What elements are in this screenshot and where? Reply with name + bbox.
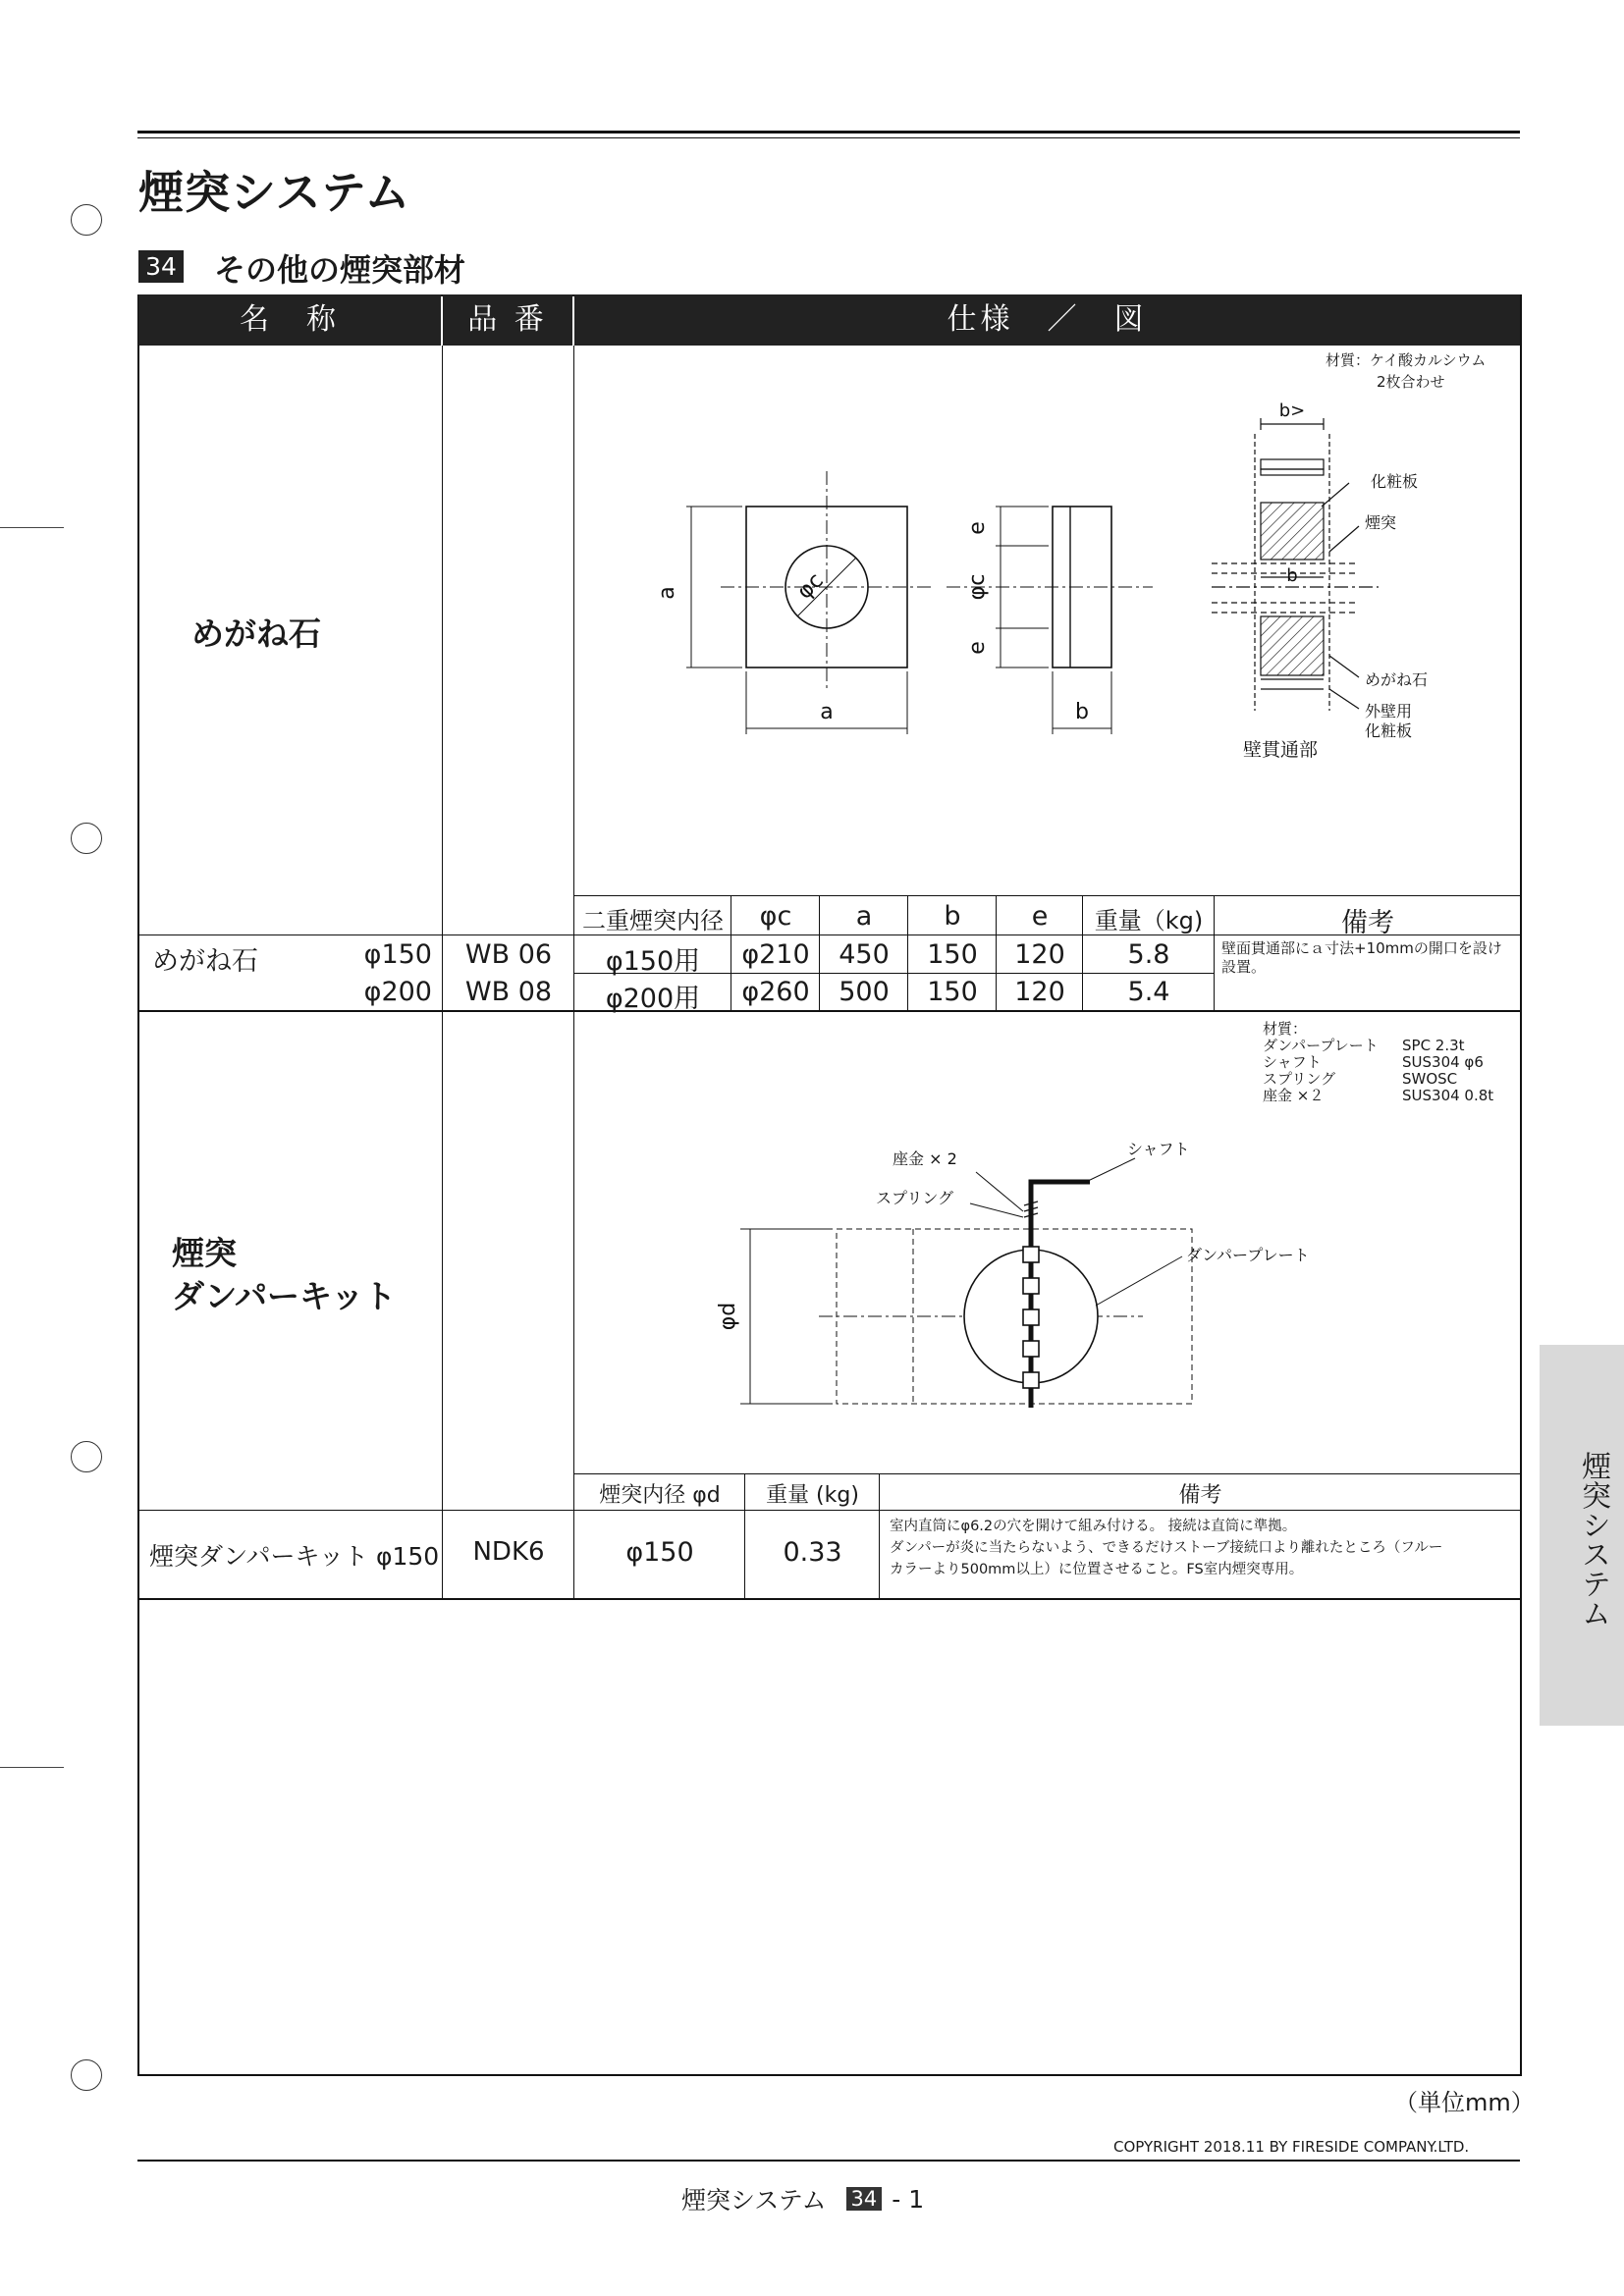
megane-dim-a-vertical: a <box>655 586 679 600</box>
megane-material-line2: 2枚合わせ <box>1377 373 1445 391</box>
megane-dim-e-bottom: e <box>965 641 990 655</box>
megane-name: めがね石 <box>191 614 321 653</box>
megane-row1-inner: φ150用 <box>605 946 701 977</box>
megane-dim-b: b <box>1075 700 1089 724</box>
damper-spec-header-top <box>573 1473 1520 1474</box>
damper-name-line2: ダンパーキット <box>172 1277 397 1315</box>
label-spring: スプリング <box>876 1189 954 1207</box>
damper-dim-d: φd <box>716 1302 740 1331</box>
header-part-no: 品 番 <box>443 294 572 346</box>
label-washer: 座金 × 2 <box>893 1149 957 1168</box>
damper-row-inner: φ150 <box>625 1537 694 1568</box>
damper-col-weight: 重量 (kg) <box>766 1483 859 1508</box>
megane-diagram <box>573 346 1522 895</box>
binder-hole <box>71 204 102 236</box>
damper-material-value-2: SUS304 φ6 <box>1402 1053 1484 1071</box>
section-title: その他の煙突部材 <box>214 251 466 289</box>
top-rule <box>137 131 1520 133</box>
damper-spec-header-bottom <box>137 1510 1520 1511</box>
col-divider <box>1214 895 1215 1010</box>
megane-col-note: 備考 <box>1341 908 1394 938</box>
megane-dim-e-top: e <box>965 521 990 535</box>
megane-row1-e: 120 <box>1014 939 1065 970</box>
divider <box>442 346 443 1600</box>
megane-spec-header-top <box>573 895 1520 896</box>
footer-page-suffix: - 1 <box>892 2184 925 2214</box>
damper-note-line1: 室内直筒にφ6.2の穴を開けて組み付ける。 接続は直筒に準拠。 <box>890 1519 1297 1534</box>
damper-material-label-0: 材質： <box>1263 1020 1308 1038</box>
col-divider <box>1082 895 1083 1010</box>
col-divider <box>819 895 820 1010</box>
label-exterior-2: 化粧板 <box>1365 721 1413 740</box>
megane-row2-a: 500 <box>839 977 890 1007</box>
megane-row1-size: φ150 <box>363 939 432 970</box>
megane-col-a: a <box>855 901 873 932</box>
top-rule-thin <box>137 137 1520 138</box>
footer-rule <box>137 2160 1520 2162</box>
megane-row1-c: φ210 <box>741 939 810 970</box>
binder-hole <box>71 1441 102 1472</box>
damper-name <box>172 1232 396 1318</box>
damper-note <box>890 1516 1518 1580</box>
damper-material-label-4: 座金 ×２ <box>1263 1087 1325 1104</box>
megane-col-c: φc <box>759 901 792 932</box>
damper-row-part: NDK6 <box>472 1537 545 1567</box>
damper-name-line1: 煙突 <box>172 1234 237 1272</box>
megane-wall-b-mid: b <box>1286 565 1298 586</box>
col-divider <box>879 1473 880 1598</box>
section-number-badge: 34 <box>138 250 184 283</box>
unit-note: （単位mm） <box>1394 2089 1535 2116</box>
megane-col-b: b <box>944 901 961 932</box>
megane-dim-c: φc <box>792 568 829 605</box>
damper-material-label-2: シャフト <box>1263 1053 1322 1071</box>
damper-material-value-3: SWOSC <box>1402 1070 1458 1088</box>
header-name: 名 称 <box>138 294 441 346</box>
megane-row1-a: 450 <box>839 939 890 970</box>
binder-hole <box>71 823 102 854</box>
damper-col-inner: 煙突内径 φd <box>599 1483 721 1508</box>
megane-dim-c-side: φc <box>965 573 990 601</box>
megane-row2-e: 120 <box>1014 977 1065 1007</box>
megane-row2-inner: φ200用 <box>605 984 701 1014</box>
damper-col-note: 備考 <box>1178 1483 1222 1508</box>
label-chimney: 煙突 <box>1365 513 1397 532</box>
label-exterior-1: 外壁用 <box>1365 702 1413 721</box>
damper-material-label-1: ダンパープレート <box>1263 1037 1379 1054</box>
megane-row-name: めがね石 <box>152 946 258 977</box>
damper-material-value-4: SUS304 0.8t <box>1402 1087 1494 1104</box>
footer-page-badge: 34 <box>846 2187 883 2211</box>
megane-col-weight: 重量（kg) <box>1094 907 1204 934</box>
damper-note-line3: カラーより500mm以上）に位置させること。FS室内煙突専用。 <box>890 1562 1304 1577</box>
fold-mark <box>0 1767 64 1768</box>
label-wall-penetration: 壁貫通部 <box>1243 739 1319 761</box>
header-spec: 仕様 ／ 図 <box>574 294 1520 346</box>
megane-material-line1: 材質：ケイ酸カルシウム <box>1326 351 1487 369</box>
megane-note: 壁面貫通部にａ寸法+10mmの開口を設け設置。 <box>1221 939 1502 976</box>
megane-row1-b: 150 <box>927 939 978 970</box>
damper-section-bottom <box>137 1598 1520 1600</box>
damper-row-weight: 0.33 <box>783 1537 842 1568</box>
damper-material-label-3: スプリング <box>1263 1070 1336 1088</box>
label-shaft: シャフト <box>1127 1140 1190 1158</box>
damper-row-name: 煙突ダンパーキット φ150 <box>149 1542 440 1571</box>
megane-row2-size: φ200 <box>363 977 432 1007</box>
binder-hole <box>71 2059 102 2091</box>
page-title: 煙突システム <box>138 166 411 219</box>
megane-row1-weight: 5.8 <box>1127 939 1170 970</box>
megane-wall-b-top: b> <box>1278 400 1306 421</box>
damper-material-value-1: SPC 2.3t <box>1402 1037 1465 1054</box>
megane-row2-b: 150 <box>927 977 978 1007</box>
col-divider <box>744 1473 745 1598</box>
megane-col-e: e <box>1031 901 1049 932</box>
damper-note-line2: ダンパーが炎に当たらないよう、できるだけストーブ接続口より離れたところ（フルー <box>890 1540 1443 1556</box>
col-divider <box>907 895 908 1010</box>
col-divider <box>996 895 997 1010</box>
damper-diagram <box>573 1011 1522 1472</box>
megane-row2-part: WB 08 <box>464 977 553 1007</box>
megane-row2-c: φ260 <box>741 977 810 1007</box>
footer-page <box>681 2181 924 2216</box>
label-damper-plate: ダンパープレート <box>1186 1246 1310 1264</box>
copyright: COPYRIGHT 2018.11 BY FIRESIDE COMPANY.LTD. <box>1113 2138 1470 2156</box>
megane-row1-part: WB 06 <box>464 939 553 970</box>
megane-row2-weight: 5.4 <box>1127 977 1170 1007</box>
side-tab-label: 煙突システム <box>1576 1451 1610 1628</box>
label-megane-stone: めがね石 <box>1365 670 1429 689</box>
label-cosmetic-board: 化粧板 <box>1371 472 1419 491</box>
megane-col-inner: 二重煙突内径 <box>582 907 724 934</box>
fold-mark <box>0 527 64 528</box>
megane-dim-a-horizontal: a <box>820 700 834 724</box>
footer-title: 煙突システム <box>681 2186 827 2215</box>
